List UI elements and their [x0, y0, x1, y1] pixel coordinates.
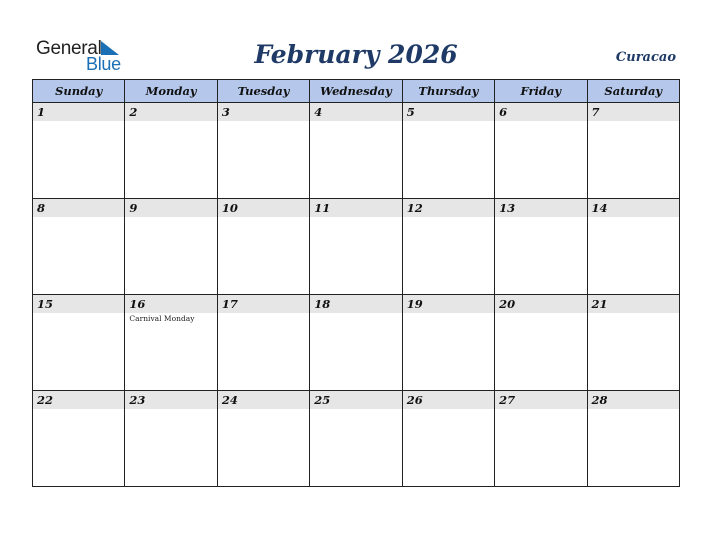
weekday-header: Saturday — [587, 80, 679, 103]
day-number: 2 — [125, 103, 216, 121]
day-cell[interactable] — [217, 391, 309, 487]
week-row — [33, 295, 680, 391]
day-number: 14 — [588, 199, 679, 217]
day-cell[interactable] — [310, 391, 402, 487]
day-cell[interactable] — [310, 295, 402, 391]
day-number: 6 — [495, 103, 586, 121]
day-number: 16 — [125, 295, 216, 313]
day-cell[interactable] — [402, 103, 494, 199]
week-row — [33, 199, 680, 295]
day-cell[interactable] — [495, 295, 587, 391]
day-number: 19 — [403, 295, 494, 313]
day-number: 22 — [33, 391, 124, 409]
weekday-header: Thursday — [402, 80, 494, 103]
day-cell[interactable] — [33, 103, 125, 199]
day-number: 11 — [310, 199, 401, 217]
day-number: 26 — [403, 391, 494, 409]
day-number: 12 — [403, 199, 494, 217]
day-cell[interactable] — [587, 391, 679, 487]
holiday-event: Carnival Monday — [129, 314, 195, 323]
weekday-header-row — [33, 80, 680, 103]
day-number: 25 — [310, 391, 401, 409]
week-row — [33, 391, 680, 487]
day-cell[interactable] — [33, 295, 125, 391]
day-cell[interactable] — [402, 295, 494, 391]
day-number: 28 — [588, 391, 679, 409]
day-cell[interactable] — [33, 199, 125, 295]
day-cell[interactable] — [402, 199, 494, 295]
day-cell[interactable] — [587, 295, 679, 391]
day-cell[interactable] — [125, 103, 217, 199]
logo-text-blue: Blue — [86, 54, 121, 74]
day-number: 18 — [310, 295, 401, 313]
day-cell[interactable] — [33, 391, 125, 487]
day-number: 8 — [33, 199, 124, 217]
weekday-header: Monday — [125, 80, 217, 103]
day-cell[interactable] — [125, 391, 217, 487]
day-number: 3 — [218, 103, 309, 121]
day-cell[interactable] — [587, 199, 679, 295]
day-number: 24 — [218, 391, 309, 409]
day-cell[interactable] — [217, 199, 309, 295]
week-row — [33, 103, 680, 199]
day-cell[interactable] — [310, 103, 402, 199]
day-cell[interactable] — [402, 391, 494, 487]
day-cell[interactable] — [495, 391, 587, 487]
weekday-header: Sunday — [33, 80, 125, 103]
day-number: 21 — [588, 295, 679, 313]
day-number: 15 — [33, 295, 124, 313]
day-number: 23 — [125, 391, 216, 409]
day-cell[interactable] — [217, 103, 309, 199]
day-number: 9 — [125, 199, 216, 217]
day-cell[interactable] — [125, 295, 217, 391]
day-cell[interactable] — [310, 199, 402, 295]
day-cell[interactable] — [125, 199, 217, 295]
day-cell[interactable] — [495, 103, 587, 199]
month-calendar-grid — [32, 79, 680, 487]
weekday-header: Friday — [495, 80, 587, 103]
day-number: 17 — [218, 295, 309, 313]
calendar-title: February 2026 — [254, 40, 458, 69]
weekday-header: Wednesday — [310, 80, 402, 103]
day-number: 7 — [588, 103, 679, 121]
day-cell[interactable] — [495, 199, 587, 295]
day-number: 20 — [495, 295, 586, 313]
day-cell[interactable] — [217, 295, 309, 391]
day-number: 1 — [33, 103, 124, 121]
day-number: 10 — [218, 199, 309, 217]
weekday-header: Tuesday — [217, 80, 309, 103]
day-cell[interactable] — [587, 103, 679, 199]
day-number: 27 — [495, 391, 586, 409]
day-number: 13 — [495, 199, 586, 217]
country-label: Curacao — [615, 50, 676, 65]
day-number: 5 — [403, 103, 494, 121]
day-number: 4 — [310, 103, 401, 121]
logo-text-general: General — [36, 38, 102, 59]
